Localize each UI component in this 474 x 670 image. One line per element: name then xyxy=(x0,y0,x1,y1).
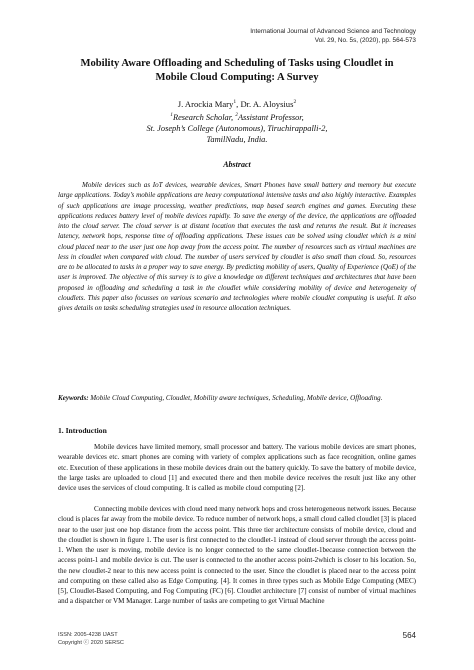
author-2-marker: 2 xyxy=(293,99,297,105)
affiliation-location: TamilNadu, India. xyxy=(206,135,268,145)
affil-1-marker: 1 xyxy=(170,112,173,118)
affiliations xyxy=(58,110,416,145)
title-line-2: Mobile Cloud Computing: A Survey xyxy=(155,71,319,83)
journal-volume: Vol. 29, No. 5s, (2020), pp. 564-573 xyxy=(314,36,416,44)
author-separator: , Dr. A. Aloysius xyxy=(236,98,294,109)
affil-1-role: Research Scholar, xyxy=(172,112,236,122)
keywords-label: Keywords: xyxy=(58,394,89,402)
intro-paragraph-1: Mobile devices have limited memory, small processor and battery. The various mobile devices are smart phones, wearable devices etc. smart phones are coming with variety of complex applications such as face recognition, online games etc. Execution of these applications in these mobile devices drain out the battery quickly. To save the battery of mobile device, the large tasks are uploaded to cloud [1] and executed there and then mobile device receives the result just like any other device uses the services of cloud computing. It is called as mobile cloud computing [2]. xyxy=(58,443,416,492)
issn-text: ISSN: 2005-4238 IJAST xyxy=(58,632,118,638)
title-line-1: Mobility Aware Offloading and Scheduling of Tasks using Cloudlet in xyxy=(80,58,394,69)
affil-2-role: Assistant Professor, xyxy=(237,112,304,122)
affil-2-marker: 2 xyxy=(235,112,238,118)
section-heading-introduction: 1. Introduction xyxy=(58,426,107,435)
journal-header xyxy=(250,28,416,45)
author-list xyxy=(58,97,416,110)
paper-title xyxy=(58,57,416,84)
intro-paragraph-2: Connecting mobile devices with cloud need many network hops and cross heterogeneous network issues. Because cloud is places far away from the mobile device. To reduce number of network hops, a small cloud called cloudlet [3] is placed near to the user just one hop distance from the access point. This three tier architecture consists of mobile device, cloud and the cloudlet is shown in figure 1. The user is first connected to the cloudlet-1 instead of cloud server through the access point-1. When the user is moving, mobile device is no longer connected to the same cloudlet-1because connection between the access point-1 and mobile device is cut. The user is connected to the another access point-2which is closer to his location. So, the new cloudlet-2 near to this new access point is connected to the user. Since the cloudlet is placed near to the access point and computing on these called also as Edge Computing. [4]. It comes in three types such as Mobile Edge Computing (MEC) [5], Cloudlet-Based Computing, and Fog Computing (FC) [6]. Cloudlet architecture [7] consist of number of virtual machines and a dispatcher or VM Manager. Large number of tasks are competing to get Virtual Machine xyxy=(58,505,416,606)
author-1-marker: 1 xyxy=(233,99,237,105)
footer-left xyxy=(58,631,124,647)
page-number: 564 xyxy=(402,631,416,640)
copyright-text: Copyright ⓒ 2020 SERSC xyxy=(58,640,124,646)
abstract-text: Mobile devices such as IoT devices, wearable devices, Smart Phones have small battery and memory but execute large applications. Today’s mobile applications are heavy computational intensive tasks and also highly interactive. Examples of such applications are image processing, weather predictions, map based search engines and games. Executing these applications reduces battery level of mobile devices rapidly. To save the energy of the device, the applications are offloaded into the cloud server. The cloud server is at distant location that executes the task and returns the result. But it increases latency, network hops, response time of offloading applications. These issues can be solved using cloudlet which is a mini cloud placed near to the user just one hop away from the access point. The number of resources such as virtual machines are less in cloudlet when compared with cloud. The number of users serviced by cloudlet is also small than cloud. So, resources are to be allocated to tasks in a proper way to save energy. By predicting mobility of users, Quality of Experience (QoE) of the user is improved. The objective of this survey is to give a knowledge on different techniques and architectures that have been proposed in offloading and scheduling a task in the cloudlet while considering mobility of device and heterogeneity of cloudlets. This paper also focusses on various scenario and technologies where mobile cloudlet computing is useful. It also gives details on tasks scheduling strategies used in resource allocation techniques. xyxy=(58,181,416,312)
affiliation-institution: St. Joseph’s College (Autonomous), Tiruchirappalli-2, xyxy=(146,124,328,133)
keywords-text: Mobile Cloud Computing, Cloudlet, Mobility aware techniques, Scheduling, Mobile device, Offloading. xyxy=(88,394,383,402)
keywords-block xyxy=(58,393,416,403)
abstract-heading: Abstract xyxy=(223,160,251,169)
author-1: J. Arockia Mary xyxy=(177,98,234,109)
journal-name: International Journal of Advanced Science and Technology xyxy=(250,28,416,35)
affiliation-roles xyxy=(58,110,416,123)
